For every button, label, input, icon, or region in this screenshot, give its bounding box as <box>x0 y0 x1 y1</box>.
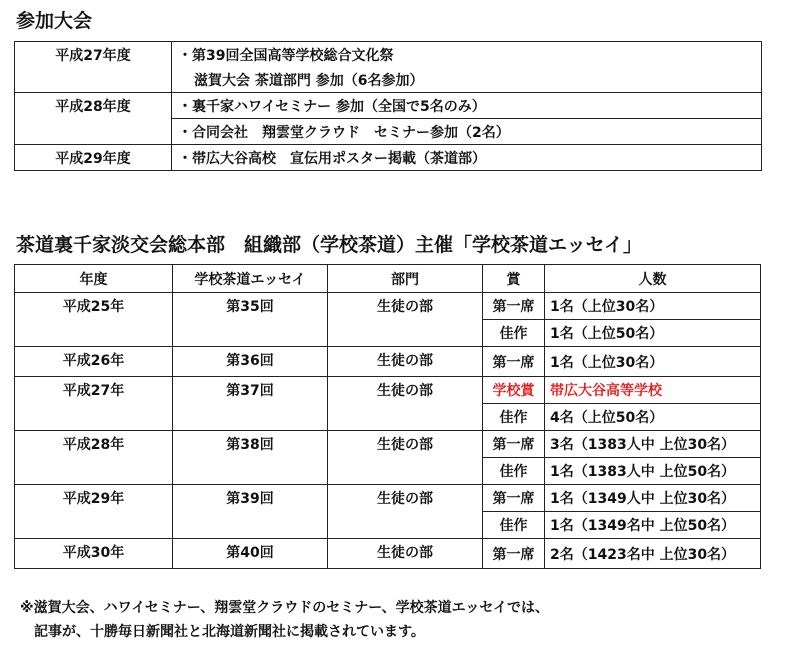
count-cell: 1名（上位50名） <box>545 320 761 347</box>
year-cell: 平成27年度 <box>15 42 172 93</box>
header-year: 年度 <box>15 265 173 293</box>
header-essay: 学校茶道エッセイ <box>173 265 328 293</box>
essay-cell: 第38回 <box>173 431 328 485</box>
award-cell: 佳作 <box>483 404 545 431</box>
award-cell: 佳作 <box>483 512 545 539</box>
dept-cell: 生徒の部 <box>328 485 483 539</box>
award-cell: 第一席 <box>483 293 545 320</box>
event-cell: ・第39回全国高等学校総合文化祭 <box>172 42 762 68</box>
essay-awards-table <box>14 264 761 569</box>
dept-cell: 生徒の部 <box>328 347 483 377</box>
dept-cell: 生徒の部 <box>328 377 483 431</box>
essay-cell: 第35回 <box>173 293 328 347</box>
award-cell: 学校賞 <box>483 377 545 404</box>
table-row <box>15 293 761 320</box>
count-cell: 1名（1349人中 上位30名） <box>545 485 761 512</box>
dept-cell: 生徒の部 <box>328 539 483 569</box>
year-cell: 平成28年 <box>15 431 173 485</box>
footnote-line-2: 記事が、十勝毎日新聞社と北海道新聞社に掲載されています。 <box>34 624 425 640</box>
participation-table <box>14 41 762 171</box>
essay-cell: 第36回 <box>173 347 328 377</box>
essay-cell: 第39回 <box>173 485 328 539</box>
table-row <box>15 539 761 569</box>
year-cell: 平成29年度 <box>15 145 172 171</box>
section-title-participation: 参加大会 <box>16 10 93 32</box>
year-cell: 平成28年度 <box>15 93 172 145</box>
count-cell: 3名（1383人中 上位30名） <box>545 431 761 458</box>
award-cell: 第一席 <box>483 539 545 569</box>
count-cell: 2名（1423名中 上位30名） <box>545 539 761 569</box>
award-cell: 第一席 <box>483 485 545 512</box>
table-row <box>15 485 761 512</box>
event-cell: ・裏千家ハワイセミナー 参加（全国で5名のみ） <box>172 93 762 119</box>
header-award: 賞 <box>483 265 545 293</box>
count-cell: 1名（1383人中 上位50名） <box>545 458 761 485</box>
year-cell: 平成27年 <box>15 377 173 431</box>
footnote-line-1: ※滋賀大会、ハワイセミナー、翔雲堂クラウドのセミナー、学校茶道エッセイでは、 <box>20 600 549 616</box>
table-row <box>15 145 762 171</box>
award-cell: 第一席 <box>483 431 545 458</box>
table-row <box>15 347 761 377</box>
year-cell: 平成30年 <box>15 539 173 569</box>
award-cell: 佳作 <box>483 458 545 485</box>
table-row <box>15 93 762 119</box>
count-cell: 4名（上位50名） <box>545 404 761 431</box>
count-cell: 1名（上位30名） <box>545 347 761 377</box>
section-title-essay: 茶道裏千家淡交会総本部 組織部（学校茶道）主催「学校茶道エッセイ」 <box>16 234 643 256</box>
dept-cell: 生徒の部 <box>328 293 483 347</box>
essay-cell: 第37回 <box>173 377 328 431</box>
header-department: 部門 <box>328 265 483 293</box>
year-cell: 平成25年 <box>15 293 173 347</box>
dept-cell: 生徒の部 <box>328 431 483 485</box>
event-cell: 滋賀大会 茶道部門 参加（6名参加） <box>172 67 762 93</box>
table-row <box>15 42 762 68</box>
table-row <box>15 431 761 458</box>
year-cell: 平成26年 <box>15 347 173 377</box>
event-cell: ・帯広大谷高校 宣伝用ポスター掲載（茶道部） <box>172 145 762 171</box>
essay-cell: 第40回 <box>173 539 328 569</box>
award-cell: 第一席 <box>483 347 545 377</box>
header-count: 人数 <box>545 265 761 293</box>
count-cell: 帯広大谷高等学校 <box>545 377 761 404</box>
count-cell: 1名（上位30名） <box>545 293 761 320</box>
count-cell: 1名（1349名中 上位50名） <box>545 512 761 539</box>
year-cell: 平成29年 <box>15 485 173 539</box>
award-cell: 佳作 <box>483 320 545 347</box>
table-row <box>15 377 761 404</box>
table-header-row <box>15 265 761 293</box>
event-cell: ・合同会社 翔雲堂クラウド セミナー参加（2名） <box>172 119 762 145</box>
